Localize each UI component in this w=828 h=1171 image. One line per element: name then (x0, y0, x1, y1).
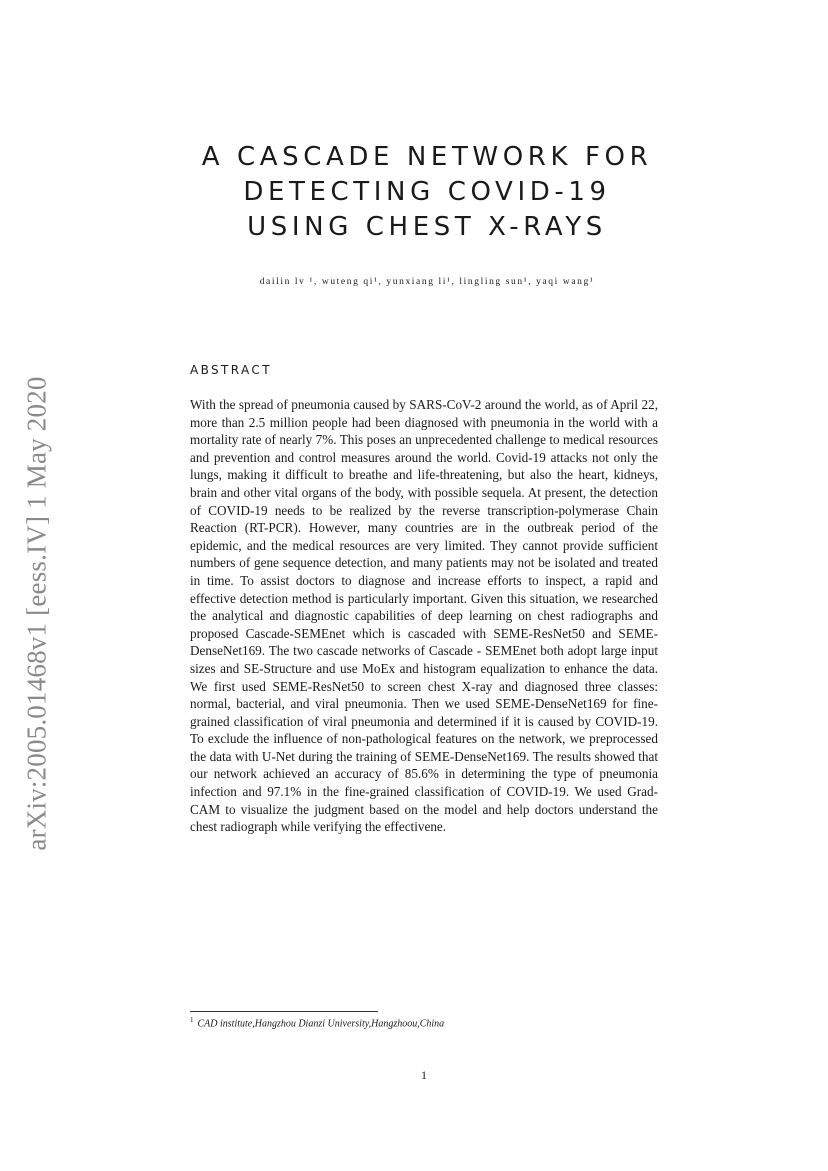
footnote (190, 1016, 444, 1029)
abstract-body: With the spread of pneumonia caused by SARS-CoV-2 around the world, as of April 22, more than 2.5 million people had been diagnosed with pneumonia in the world with a mortality rate of nearly 7%. This poses an unprecedented challenge to medical resources and prevention and control measures around the world. Covid-19 attacks not only the lungs, making it difficult to breathe and life-threatening, but also the heart, kidneys, brain and other vital organs of the body, with possible sequela. At present, the detection of COVID-19 needs to be realized by the reverse transcription-polymerase Chain Reaction (RT-PCR). However, many countries are in the outbreak period of the epidemic, and the medical resources are very limited. They cannot provide sufficient numbers of gene sequence detection, and many patients may not be isolated and treated in time. To assist doctors to diagnose and increase efforts to inspect, a rapid and effective detection method is particularly important. Given this situation, we researched the analytical and diagnostic capabilities of deep learning on chest radiographs and proposed Cascade-SEMEnet which is cascaded with SEME-ResNet50 and SEME-DenseNet169. The two cascade networks of Cascade - SEMEnet both adopt large input sizes and SE-Structure and use MoEx and histogram equalization to enhance the data. We first used SEME-ResNet50 to screen chest X-ray and diagnosed three classes: normal, bacterial, and viral pneumonia. Then we used SEME-DenseNet169 for fine-grained classification of viral pneumonia and determined if it is caused by COVID-19. To exclude the influence of non-pathological features on the network, we preprocessed the data with U-Net during the training of SEME-DenseNet169. The results showed that our network achieved an accuracy of 85.6% in determining the type of pneumonia infection and 97.1% in the fine-grained classification of COVID-19. We used Grad-CAM to visualize the judgment based on the model and help doctors understand the chest radiograph while verifying the effectivene. (190, 397, 658, 835)
title-line: USING CHEST X-RAYS (247, 212, 607, 242)
abstract-heading: ABSTRACT (190, 363, 272, 377)
arxiv-identifier-text: arXiv:2005.01468v1 [eess.IV] 1 May 2020 (21, 375, 52, 851)
paper-title (160, 140, 694, 245)
title-line: DETECTING COVID-19 (243, 177, 611, 207)
title-line: A CASCADE NETWORK FOR (201, 142, 653, 172)
author-list: dailin lv ¹, wuteng qi¹, yunxiang li¹, lingling sun¹, yaqi wang¹ (259, 277, 595, 287)
footnote-rule (190, 1011, 378, 1012)
footnote-affiliation: CAD institute,Hangzhou Dianzi University,Hangzhoou,China (197, 1018, 445, 1030)
footnote-mark: 1 (190, 1016, 194, 1024)
arxiv-identifier-stamp (20, 368, 54, 858)
page-number: 1 (421, 1068, 427, 1082)
